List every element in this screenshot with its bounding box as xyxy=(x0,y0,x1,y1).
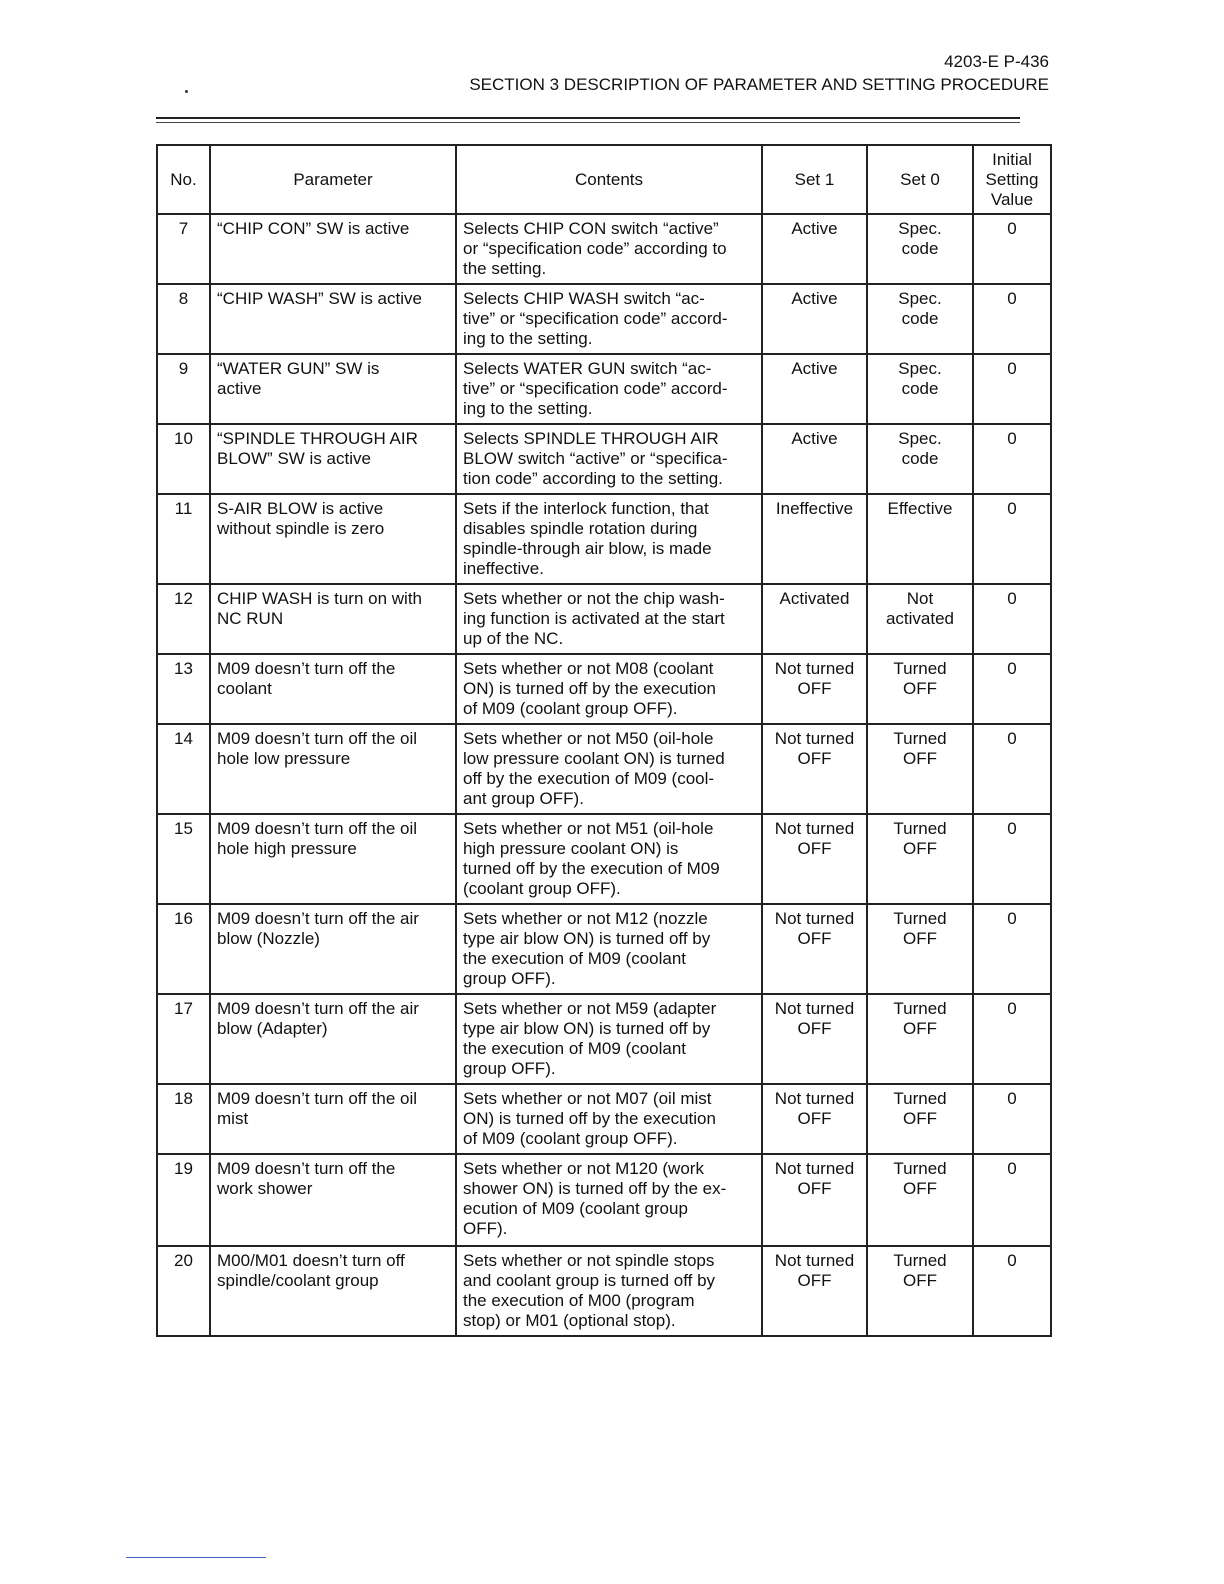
row-set0: Turned OFF xyxy=(867,1084,973,1154)
table-header-row xyxy=(157,145,1051,214)
row-set0: Turned OFF xyxy=(867,814,973,904)
row-number: 11 xyxy=(157,494,210,584)
col-set1: Set 1 xyxy=(762,145,867,214)
row-initial-value: 0 xyxy=(973,994,1051,1084)
row-parameter: M09 doesn’t turn off the air blow (Adapter) xyxy=(210,994,456,1084)
row-parameter: “CHIP CON” SW is active xyxy=(210,214,456,284)
row-initial-value: 0 xyxy=(973,654,1051,724)
row-initial-value: 0 xyxy=(973,1246,1051,1336)
table-row xyxy=(157,994,1051,1084)
row-number: 19 xyxy=(157,1154,210,1246)
row-initial-value: 0 xyxy=(973,904,1051,994)
row-number: 14 xyxy=(157,724,210,814)
col-no: No. xyxy=(157,145,210,214)
row-set0: Effective xyxy=(867,494,973,584)
row-initial-value: 0 xyxy=(973,1084,1051,1154)
parameter-table xyxy=(156,144,1052,1337)
table-row xyxy=(157,724,1051,814)
row-parameter: M09 doesn’t turn off the work shower xyxy=(210,1154,456,1246)
row-set0: Turned OFF xyxy=(867,1154,973,1246)
table-row xyxy=(157,1246,1051,1336)
col-set0: Set 0 xyxy=(867,145,973,214)
row-set0: Turned OFF xyxy=(867,724,973,814)
row-contents: Sets whether or not M07 (oil mist ON) is turned off by the execution of M09 (coolant group OFF). xyxy=(456,1084,762,1154)
row-parameter: S-AIR BLOW is active without spindle is zero xyxy=(210,494,456,584)
row-initial-value: 0 xyxy=(973,424,1051,494)
row-set0: Turned OFF xyxy=(867,994,973,1084)
row-set1: Active xyxy=(762,354,867,424)
row-set0: Spec. code xyxy=(867,214,973,284)
row-number: 15 xyxy=(157,814,210,904)
row-contents: Selects CHIP WASH switch “ac- tive” or “specification code” accord- ing to the setting. xyxy=(456,284,762,354)
table-row xyxy=(157,494,1051,584)
row-initial-value: 0 xyxy=(973,214,1051,284)
row-initial-value: 0 xyxy=(973,284,1051,354)
header-rule-thin xyxy=(156,122,1020,123)
row-contents: Selects WATER GUN switch “ac- tive” or “specification code” accord- ing to the setting. xyxy=(456,354,762,424)
row-initial-value: 0 xyxy=(973,1154,1051,1246)
table-row xyxy=(157,904,1051,994)
header-rule xyxy=(156,117,1020,119)
row-contents: Sets whether or not M51 (oil-hole high pressure coolant ON) is turned off by the execution of M09 (coolant group OFF). xyxy=(456,814,762,904)
table-row xyxy=(157,424,1051,494)
row-parameter: “SPINDLE THROUGH AIR BLOW” SW is active xyxy=(210,424,456,494)
table-row xyxy=(157,284,1051,354)
table-row xyxy=(157,214,1051,284)
row-set1: Not turned OFF xyxy=(762,1154,867,1246)
row-number: 8 xyxy=(157,284,210,354)
row-set1: Not turned OFF xyxy=(762,994,867,1084)
table-row xyxy=(157,1084,1051,1154)
row-set0: Turned OFF xyxy=(867,904,973,994)
row-number: 18 xyxy=(157,1084,210,1154)
row-set1: Ineffective xyxy=(762,494,867,584)
row-parameter: “CHIP WASH” SW is active xyxy=(210,284,456,354)
row-parameter: M09 doesn’t turn off the oil mist xyxy=(210,1084,456,1154)
row-parameter: M09 doesn’t turn off the air blow (Nozzle) xyxy=(210,904,456,994)
col-parameter: Parameter xyxy=(210,145,456,214)
row-set1: Not turned OFF xyxy=(762,904,867,994)
row-contents: Sets whether or not M120 (work shower ON) is turned off by the ex- ecution of M09 (coolant group OFF). xyxy=(456,1154,762,1246)
row-set0: Turned OFF xyxy=(867,654,973,724)
row-contents: Sets whether or not spindle stops and coolant group is turned off by the execution of M00 (program stop) or M01 (optional stop). xyxy=(456,1246,762,1336)
document-reference: 4203-E P-436 xyxy=(944,52,1049,71)
row-contents: Selects SPINDLE THROUGH AIR BLOW switch “active” or “specifica- tion code” according to the setting. xyxy=(456,424,762,494)
row-set1: Not turned OFF xyxy=(762,1246,867,1336)
row-set0: Spec. code xyxy=(867,354,973,424)
row-set1: Active xyxy=(762,214,867,284)
row-contents: Sets whether or not M12 (nozzle type air blow ON) is turned off by the execution of M09 (coolant group OFF). xyxy=(456,904,762,994)
row-number: 12 xyxy=(157,584,210,654)
row-parameter: “WATER GUN” SW is active xyxy=(210,354,456,424)
row-contents: Sets whether or not the chip wash- ing function is activated at the start up of the NC. xyxy=(456,584,762,654)
row-parameter: M09 doesn’t turn off the oil hole low pressure xyxy=(210,724,456,814)
row-set0: Turned OFF xyxy=(867,1246,973,1336)
row-number: 9 xyxy=(157,354,210,424)
row-initial-value: 0 xyxy=(973,354,1051,424)
row-number: 13 xyxy=(157,654,210,724)
col-initial: Initial Setting Value xyxy=(973,145,1051,214)
row-parameter: CHIP WASH is turn on with NC RUN xyxy=(210,584,456,654)
scan-speck xyxy=(185,90,188,93)
row-set1: Not turned OFF xyxy=(762,724,867,814)
row-contents: Sets if the interlock function, that disables spindle rotation during spindle-through air blow, is made ineffective. xyxy=(456,494,762,584)
row-contents: Sets whether or not M50 (oil-hole low pressure coolant ON) is turned off by the execution of M09 (cool- ant group OFF). xyxy=(456,724,762,814)
row-parameter: M09 doesn’t turn off the coolant xyxy=(210,654,456,724)
row-set1: Activated xyxy=(762,584,867,654)
row-contents: Sets whether or not M59 (adapter type air blow ON) is turned off by the execution of M09 (coolant group OFF). xyxy=(456,994,762,1084)
col-contents: Contents xyxy=(456,145,762,214)
footer-line xyxy=(126,1557,266,1558)
table-row xyxy=(157,814,1051,904)
section-title: SECTION 3 DESCRIPTION OF PARAMETER AND SETTING PROCEDURE xyxy=(469,75,1049,94)
row-parameter: M00/M01 doesn’t turn off spindle/coolant group xyxy=(210,1246,456,1336)
row-set0: Spec. code xyxy=(867,284,973,354)
row-set1: Active xyxy=(762,424,867,494)
row-set1: Active xyxy=(762,284,867,354)
row-initial-value: 0 xyxy=(973,814,1051,904)
table-row xyxy=(157,584,1051,654)
table-row xyxy=(157,654,1051,724)
row-set1: Not turned OFF xyxy=(762,814,867,904)
row-contents: Selects CHIP CON switch “active” or “specification code” according to the setting. xyxy=(456,214,762,284)
row-initial-value: 0 xyxy=(973,724,1051,814)
row-number: 10 xyxy=(157,424,210,494)
row-set1: Not turned OFF xyxy=(762,1084,867,1154)
row-number: 20 xyxy=(157,1246,210,1336)
row-number: 16 xyxy=(157,904,210,994)
row-number: 7 xyxy=(157,214,210,284)
row-initial-value: 0 xyxy=(973,584,1051,654)
row-initial-value: 0 xyxy=(973,494,1051,584)
row-set0: Not activated xyxy=(867,584,973,654)
table-row xyxy=(157,354,1051,424)
row-contents: Sets whether or not M08 (coolant ON) is turned off by the execution of M09 (coolant group OFF). xyxy=(456,654,762,724)
row-number: 17 xyxy=(157,994,210,1084)
table-row xyxy=(157,1154,1051,1246)
row-parameter: M09 doesn’t turn off the oil hole high pressure xyxy=(210,814,456,904)
row-set1: Not turned OFF xyxy=(762,654,867,724)
row-set0: Spec. code xyxy=(867,424,973,494)
